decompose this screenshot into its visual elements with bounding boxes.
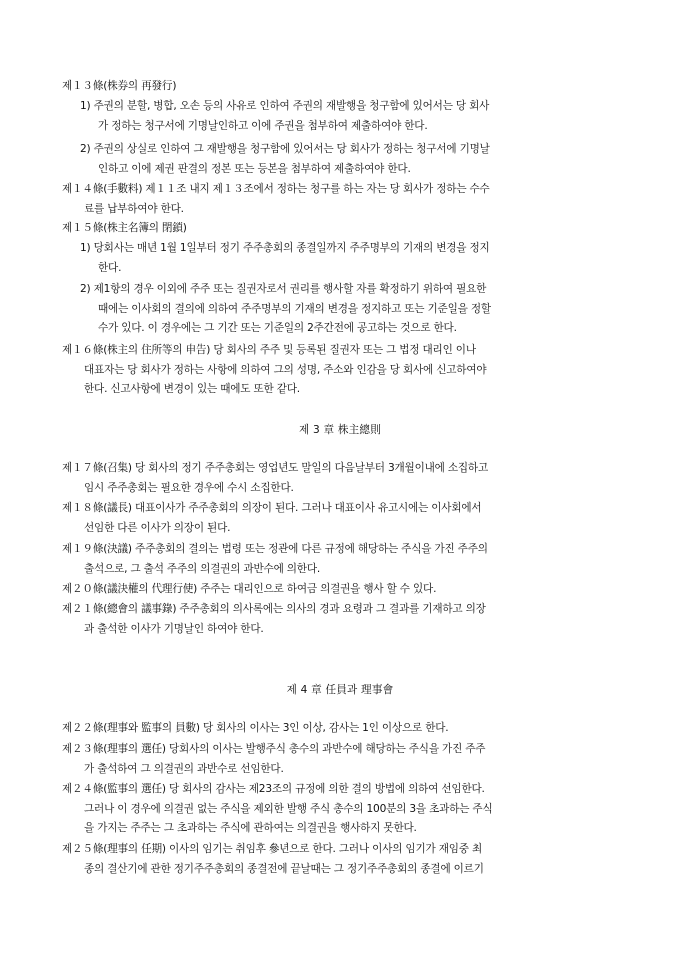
article-15-item-1-line-2: 한다. [98,261,122,274]
article-19 [62,540,632,579]
article-24-line-2: 그러나 이 경우에 의결권 없는 주식을 제외한 발행 주식 총수의 100분의 3을 초과하는 주식 [84,802,493,815]
article-13-item-2-line-2: 인하고 이에 제권 판결의 정본 또는 등본을 첨부하여 제출하여야 한다. [98,162,411,175]
article-15-item-1 [80,239,632,278]
article-16-line-2: 대표자는 당 회사가 정하는 사항에 의하여 그의 성명, 주소와 인감을 당 회사에 신고하여야 [84,363,487,376]
article-18-line-2: 선임한 다른 이사가 의장이 된다. [84,521,231,534]
article-19-line-1: 제１９條(決議) 주주총회의 결의는 법령 또는 정관에 다른 규정에 해당하는 주식을 가진 주주의 [62,543,488,555]
article-15-heading [62,219,632,239]
article-13-item-2-line-1: 2) 주권의 상실로 인하여 그 재발행을 청구함에 있어서는 당 회사가 정하는 청구서에 기명날 [80,143,490,155]
article-22 [62,719,632,739]
chapter-3-title: 제 3 章 株主總則 [298,424,382,436]
article-13-item-1-line-1: 1) 주권의 분할, 병합, 오손 등의 사유로 인하여 주권의 재발행을 청구함에 있어서는 당 회사 [80,100,490,112]
article-25 [62,840,632,879]
article-17-line-2: 임시 주주총회는 필요한 경우에 수시 소집한다. [84,481,294,494]
article-20-line-1: 제２０條(議決權의 代理行使) 주주는 대리인으로 하여금 의결권을 행사 할 수 있다. [62,583,437,595]
article-15-item-2 [80,280,632,339]
article-13-item-1 [80,97,632,136]
article-24 [62,780,632,839]
article-13-item-1-line-2: 가 정하는 청구서에 기명날인하고 이에 주권을 첨부하여 제출하여야 한다. [98,119,428,132]
article-23 [62,740,632,779]
article-24-line-3: 을 가지는 주주는 그 초과하는 주식에 관하여는 의결권을 행사하지 못한다. [84,822,417,834]
article-13-heading [62,77,632,97]
article-21-line-2: 과 출석한 이사가 기명날인 하여야 한다. [84,622,264,635]
article-18 [62,499,632,538]
article-16 [62,341,632,400]
article-13-item-2 [80,140,632,179]
article-20 [62,580,632,600]
article-23-line-1: 제２３條(理事의 選任) 당회사의 이사는 발행주식 총수의 과반수에 해당하는 주식을 가진 주주 [62,743,486,755]
article-14 [62,180,632,219]
article-21-line-1: 제２１條(總會의 議事錄) 주주총회의 의사록에는 의사의 경과 요령과 그 결과를 기재하고 의장 [62,603,486,615]
chapter-4-title: 제 4 章 任員과 理事會 [286,684,394,696]
article-15-heading-text: 제１５條(株主名簿의 閉鎖) [62,222,187,234]
article-25-line-1: 제２５條(理事의 任期) 이사의 임기는 취임후 參년으로 한다. 그러나 이사의 임기가 재임중 최 [62,843,482,855]
article-16-line-1: 제１６條(株主의 住所等의 申告) 당 회사의 주주 및 등록된 질권자 또는 그 법정 대리인 이나 [62,344,476,356]
article-14-line-1: 제１４條(手數料) 제１１조 내지 제１３조에서 정하는 청구를 하는 자는 당 회사가 정하는 수수 [62,183,490,195]
article-17 [62,459,632,498]
article-24-line-1: 제２４條(監事의 選任) 당 회사의 감사는 제23조의 규정에 의한 결의 방법에 의하여 선임한다. [62,783,485,795]
article-16-line-3: 한다. 신고사항에 변경이 있는 때에도 또한 같다. [84,383,300,395]
article-15-item-2-line-3: 수가 있다. 이 경우에는 그 기간 또는 기준일의 2주간전에 공고하는 것으로 한다. [98,322,457,334]
article-18-line-1: 제１８條(議長) 대표이사가 주주총회의 의장이 된다. 그러나 대표이사 유고시에는 이사회에서 [62,502,482,514]
article-15-item-2-line-1: 2) 제1항의 경우 이외에 주주 또는 질권자로서 권리를 행사할 자를 확정하기 위하여 필요한 [80,283,487,295]
article-13-heading-text: 제１３條(株券의 再發行) [62,80,177,92]
article-15-item-2-line-2: 때에는 이사회의 결의에 의하여 주주명부의 기재의 변경을 정지하고 또는 기준일을 정할 [98,302,491,315]
article-23-line-2: 가 출석하여 그 의결권의 과반수로 선임한다. [84,762,284,775]
article-17-line-1: 제１７條(召集) 당 회사의 정기 주주총회는 영업년도 말일의 다음날부터 3개월이내에 소집하고 [62,462,488,474]
article-14-line-2: 료를 납부하여야 한다. [84,202,184,215]
article-15-item-1-line-1: 1) 당회사는 매년 1월 1일부터 정기 주주총회의 종결일까지 주주명부의 기재의 변경을 정지 [80,242,490,254]
article-19-line-2: 출석으로, 그 출석 주주의 의결권의 과반수에 의한다. [84,562,321,575]
article-21 [62,600,632,639]
article-22-line-1: 제２２條(理事와 監事의 員數) 당 회사의 이사는 3인 이상, 감사는 1인 이상으로 한다. [62,722,449,734]
article-25-line-2: 종의 결산기에 관한 정기주주총회의 종결전에 끝날때는 그 정기주주총회의 종결에 이르기 [84,862,484,875]
